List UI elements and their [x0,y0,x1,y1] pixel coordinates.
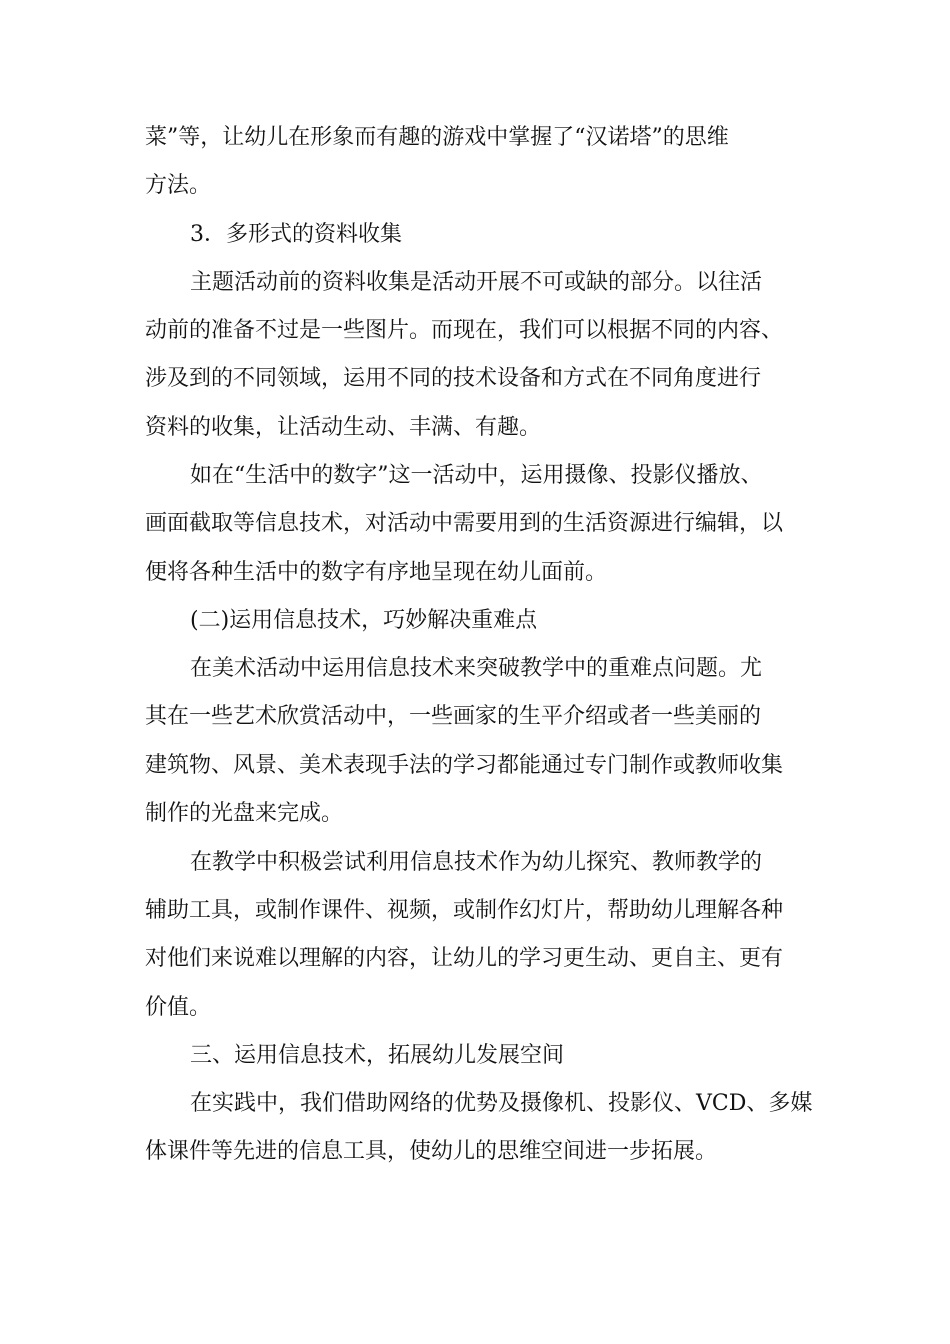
text-line: 涉及到的不同领域，运用不同的技术设备和方式在不同角度进行 [145,366,762,391]
text-line: 体课件等先进的信息工具，使幼儿的思维空间进一步拓展。 [145,1139,718,1164]
paragraph-start: 在实践中，我们借助网络的优势及摄像机、投影仪、VCD、多媒 [190,1091,813,1116]
text-line: 建筑物、风景、美术表现手法的学习都能通过专门制作或教师收集 [145,753,784,778]
text-line: 对他们来说难以理解的内容，让幼儿的学习更生动、更自主、更有 [145,946,784,971]
text-line: 菜”等，让幼儿在形象而有趣的游戏中掌握了“汉诺塔”的思维 [145,125,729,150]
paragraph-start: 在教学中积极尝试利用信息技术作为幼儿探究、教师教学的 [190,850,763,875]
section-heading: 三、运用信息技术，拓展幼儿发展空间 [190,1043,565,1068]
text-line: 辅助工具，或制作课件、视频，或制作幻灯片，帮助幼儿理解各种 [145,898,784,923]
section-heading: 3．多形式的资料收集 [190,222,402,247]
text-line: 其在一些艺术欣赏活动中，一些画家的生平介绍或者一些美丽的 [145,704,762,729]
text-line: 动前的准备不过是一些图片。而现在，我们可以根据不同的内容、 [145,318,784,343]
text-line: 资料的收集，让活动生动、丰满、有趣。 [145,415,542,440]
text-line: 便将各种生活中的数字有序地呈现在幼儿面前。 [145,560,608,585]
text-line: 画面截取等信息技术，对活动中需要用到的生活资源进行编辑，以 [145,511,784,536]
text-line: 价值。 [145,995,212,1020]
section-heading: (二)运用信息技术，巧妙解决重难点 [190,608,538,633]
paragraph-start: 主题活动前的资料收集是活动开展不可或缺的部分。以往活 [190,270,763,295]
paragraph-start: 在美术活动中运用信息技术来突破教学中的重难点问题。尤 [190,656,763,681]
text-line: 方法。 [145,173,212,198]
paragraph-start: 如在“生活中的数字”这一活动中，运用摄像、投影仪播放、 [190,463,763,488]
text-line: 制作的光盘来完成。 [145,801,344,826]
